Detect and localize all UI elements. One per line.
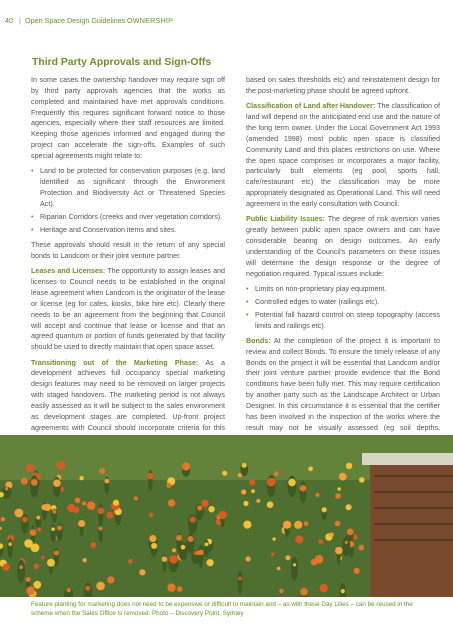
- lily-flower: [51, 527, 55, 531]
- lily-flower: [31, 543, 40, 552]
- liability-text: The degree of risk aversion varies greatly between public open space owners and can have considerable bearing on design outcomes. An early understanding of the Council's parameters on these issues will determine the design response or the degree of negotiation required. Typical issues include:: [246, 215, 440, 278]
- lily-flower: [335, 493, 341, 499]
- leases-paragraph: [31, 266, 225, 353]
- lily-flower: [347, 529, 354, 536]
- lily-flower: [147, 473, 153, 479]
- lily-flower: [41, 556, 45, 560]
- list-item: [246, 284, 440, 295]
- lily-flower: [294, 521, 302, 529]
- lily-flower: [33, 581, 41, 589]
- marketing-paragraph: [31, 358, 225, 445]
- lily-flower: [272, 537, 275, 540]
- leaf: [50, 524, 56, 542]
- lily-flower: [197, 505, 202, 510]
- list-item: [31, 225, 225, 236]
- lily-flower: [31, 479, 38, 486]
- lily-flower: [107, 512, 114, 519]
- lily-flower: [293, 563, 296, 566]
- lily-flower: [201, 500, 208, 507]
- approvals-list: [31, 166, 225, 235]
- list-item: [246, 297, 440, 308]
- lily-flower: [345, 541, 348, 544]
- classification-heading: Classification of Land after Handover:: [246, 102, 376, 111]
- lily-flower: [285, 555, 290, 560]
- leases-text: The opportunity to assign leases and licenses to Council needs to be established in the original lease agreement when Landcom is the originator of the lease or license (eg for cafes, kiosks, bike hire etc). Clearly there needs to be an agreement from the beginning that Council will accept and continue that lease or license and that an agreed quantum or portion of funds generated by that facility should be used to directly maintain that open space asset.: [31, 267, 226, 352]
- lily-flower: [5, 487, 8, 490]
- lily-flower: [322, 507, 327, 512]
- lily-flower: [242, 463, 247, 468]
- lily-flower: [22, 517, 28, 523]
- lily-flower: [134, 496, 138, 500]
- leaf: [30, 475, 38, 497]
- lily-flower: [338, 487, 341, 490]
- lily-flower: [346, 504, 352, 510]
- lily-flower: [166, 483, 171, 488]
- day-lilies-photo: [0, 435, 453, 597]
- bullet-icon: •: [31, 167, 34, 176]
- lily-flower: [222, 471, 227, 476]
- bonds-heading: Bonds:: [246, 336, 271, 345]
- lily-flower: [44, 504, 51, 511]
- lily-flower: [308, 466, 313, 471]
- lily-flower: [271, 553, 274, 556]
- lily-flower: [207, 559, 214, 566]
- leaf: [21, 514, 28, 534]
- marketing-text: As a development achieves full occupancy special marketing design features may need to be removed on larger projects with staged handovers. The marketing period is not always easily assessed as it will be subject to the sales environment as development stages are completed. Up-front project agreements with Council should incorporate criteria for this: [31, 358, 225, 432]
- section-title: OWNERSHIP: [127, 16, 174, 25]
- lily-flower: [54, 551, 59, 556]
- list-item: [31, 212, 225, 223]
- bullet-icon: •: [246, 297, 249, 306]
- lily-flower: [82, 502, 86, 506]
- article-title: Third Party Approvals and Sign-Offs: [32, 57, 212, 68]
- leaf: [178, 542, 187, 560]
- lily-flower: [288, 479, 296, 487]
- lily-flower: [283, 521, 291, 529]
- lily-flower: [128, 559, 133, 564]
- classification-paragraph: [246, 101, 440, 209]
- lily-flower: [149, 513, 153, 517]
- list-item-text: Land to be protected for conservation purposes (e.g. land identified as significant through the Environment Protection and Biodiversity Act or Threatened Species Act).: [40, 167, 225, 208]
- continuation-paragraph: based on sales thresholds etc) and reinstatement design for the post-marketing phase should be agreed upfront.: [246, 76, 440, 95]
- lily-flower: [8, 542, 12, 546]
- lily-flower: [1, 517, 6, 522]
- lily-flower: [57, 461, 66, 470]
- classification-text: The classification of land will depend on the anticipated end use and the nature of the long term owner. Under the Local Government Act 1993 (amended 1998) most public open space is classified Community Land and this places restrictions on use. Where the open space comprises or incorporates a major facility, particularly built elements (eg pool, sports hall, cafe/restaurant etc) the classification may be more appropriately designated as Operational Land. This will need agreement in the early consultation with Council.: [246, 102, 441, 208]
- marketing-heading: Transitioning out of the Marketing Phase:: [31, 358, 199, 367]
- lily-flower: [238, 577, 242, 581]
- bonds-return-paragraph: These approvals should result in the return of any special bonds to Landcom or their joint venture partner.: [31, 241, 225, 260]
- bonds-text: At the completion of the project it is important to review and collect Bonds. To ensure the timely release of any Bonds on the project it will be essential that Landcom and/or their joint venture partner provide evidence that the Bond conditions have been fully met. This may require certification by another party such as the Landscape Architect or Urban Designer. In this circumstance it is essential that the certifier has been involved in the inspection of the works where the result may not be visually assessed (eg soil depths,: [246, 336, 440, 432]
- lily-flower: [99, 526, 103, 530]
- lily-flower: [139, 569, 145, 575]
- liability-heading: Public Liability Issues:: [246, 215, 325, 224]
- lily-flower: [329, 533, 334, 538]
- liability-issues-list: [246, 284, 440, 331]
- lily-flower: [346, 463, 352, 469]
- lily-flower: [26, 464, 34, 472]
- lily-flower: [57, 526, 62, 531]
- lily-flower: [335, 521, 341, 527]
- lily-flower: [107, 576, 114, 583]
- lily-flower: [26, 577, 31, 582]
- lily-flower: [354, 568, 360, 574]
- leaf: [188, 514, 197, 534]
- lily-flower: [105, 479, 110, 484]
- list-item-text: Potential fall hazard control on steep topography (access limits and railings etc).: [255, 310, 440, 330]
- leaf: [98, 522, 103, 542]
- lily-flower: [98, 508, 105, 515]
- lily-flower: [182, 462, 190, 470]
- leaf: [204, 540, 210, 558]
- lily-flower: [90, 542, 96, 548]
- lily-flower: [149, 535, 156, 542]
- lily-flower: [304, 521, 309, 526]
- lily-flower: [75, 498, 81, 504]
- leaf: [291, 557, 298, 581]
- leases-heading: Leases and Licenses:: [31, 267, 106, 276]
- bonds-paragraph: [246, 336, 440, 444]
- lily-flower: [256, 499, 260, 503]
- lily-flower: [99, 468, 105, 474]
- lily-flower: [169, 555, 178, 564]
- lily-flower: [205, 543, 209, 547]
- lily-flower: [243, 521, 251, 529]
- intro-paragraph: In some cases the ownership handover may require sign off by third party approvals agencies that the works as completed and maintained have met approvals conditions. Frequently this requires significant forward notice to those agencies, especially where their staff resources are limited. Keeping those agencies informed and engaged during the project can accelerate the sign-offs. Examples of such special agreements might relate to:: [31, 76, 225, 160]
- lily-flower: [295, 535, 303, 543]
- leaf: [7, 538, 13, 558]
- lily-flower: [21, 478, 28, 485]
- lily-flower: [188, 536, 194, 542]
- lily-flower: [15, 509, 24, 518]
- bullet-icon: •: [31, 225, 34, 234]
- lily-flower: [267, 478, 276, 487]
- bullet-icon: •: [246, 284, 249, 293]
- lily-flower: [177, 586, 183, 592]
- right-column: [246, 75, 440, 449]
- list-item: [246, 310, 440, 332]
- bullet-icon: •: [31, 212, 34, 221]
- list-item: [31, 166, 225, 209]
- lily-flower: [87, 501, 96, 510]
- lily-flower: [79, 476, 83, 480]
- lily-flower: [162, 556, 168, 562]
- lily-flower: [67, 588, 71, 592]
- leaf: [17, 560, 25, 583]
- lily-flower: [53, 479, 61, 487]
- lily-flower: [113, 500, 119, 506]
- lily-flower: [67, 504, 75, 512]
- lily-flower: [52, 510, 56, 514]
- leaf: [342, 536, 350, 556]
- lily-flower: [279, 589, 283, 593]
- lily-flower: [176, 535, 182, 541]
- lily-flower: [277, 567, 281, 571]
- lily-flower: [196, 551, 201, 556]
- building-roof: [362, 453, 453, 465]
- lily-flower: [78, 520, 85, 527]
- list-item-text: Controlled edges to water (railings etc).: [255, 297, 380, 306]
- lily-flower: [274, 471, 279, 476]
- lily-flower: [34, 564, 39, 569]
- lily-flower: [315, 493, 319, 497]
- lily-flower: [96, 582, 105, 591]
- lily-flower: [335, 547, 343, 555]
- lily-flower: [243, 501, 248, 506]
- lily-flower: [267, 501, 274, 508]
- lily-flower: [219, 511, 227, 519]
- lily-flower: [246, 556, 251, 561]
- leaf: [300, 481, 307, 504]
- photo-caption: Feature planting for marketing does not need to be expensive or difficult to maintain and – as with these Day Lilies – can be reused in the scheme when the Sales Office is removed. Photo – Discovery Point, Sydney: [31, 601, 413, 617]
- lily-flower: [190, 517, 196, 523]
- lily-flower: [36, 516, 40, 520]
- lily-flower: [172, 548, 176, 552]
- leaf: [238, 571, 243, 595]
- lily-flower: [300, 485, 306, 491]
- lily-flower: [26, 586, 34, 594]
- lily-flower: [168, 499, 175, 506]
- liability-paragraph: [246, 214, 440, 279]
- garden-illustration: [0, 435, 453, 597]
- lily-flower: [320, 584, 328, 592]
- lily-flower: [37, 527, 41, 531]
- header-separator: |: [19, 16, 21, 25]
- left-column: [31, 75, 225, 449]
- lily-flower: [47, 559, 55, 567]
- leaf: [148, 470, 153, 491]
- list-item-text: Riparian Corridors (creeks and river vegetation corridors).: [40, 212, 223, 221]
- lily-flower: [300, 588, 308, 596]
- lily-flower: [339, 473, 347, 481]
- bullet-icon: •: [246, 310, 249, 319]
- lily-flower: [151, 543, 157, 549]
- lily-flower: [82, 558, 86, 562]
- list-item-text: Heritage and Conservation items and sites.: [40, 225, 177, 234]
- lily-flower: [359, 545, 365, 551]
- lily-flower: [341, 589, 345, 593]
- timber-building: [370, 463, 453, 597]
- lily-flower: [249, 479, 255, 485]
- lily-flower: [19, 565, 23, 569]
- guide-title: Open Space Design Guidelines: [25, 16, 126, 25]
- lily-flower: [3, 564, 10, 571]
- lily-flower: [181, 545, 186, 550]
- lily-flower: [241, 489, 246, 494]
- lily-flower: [208, 506, 214, 512]
- lily-flower: [167, 583, 175, 591]
- lily-flower: [30, 529, 37, 536]
- lily-flower: [359, 477, 365, 483]
- lily-flower: [251, 489, 255, 493]
- lily-flower: [85, 586, 90, 591]
- list-item-text: Limits on non-proprietary play equipment.: [255, 284, 387, 293]
- lily-flower: [315, 555, 324, 564]
- lily-flower: [318, 539, 323, 544]
- page-number: 40: [5, 16, 13, 25]
